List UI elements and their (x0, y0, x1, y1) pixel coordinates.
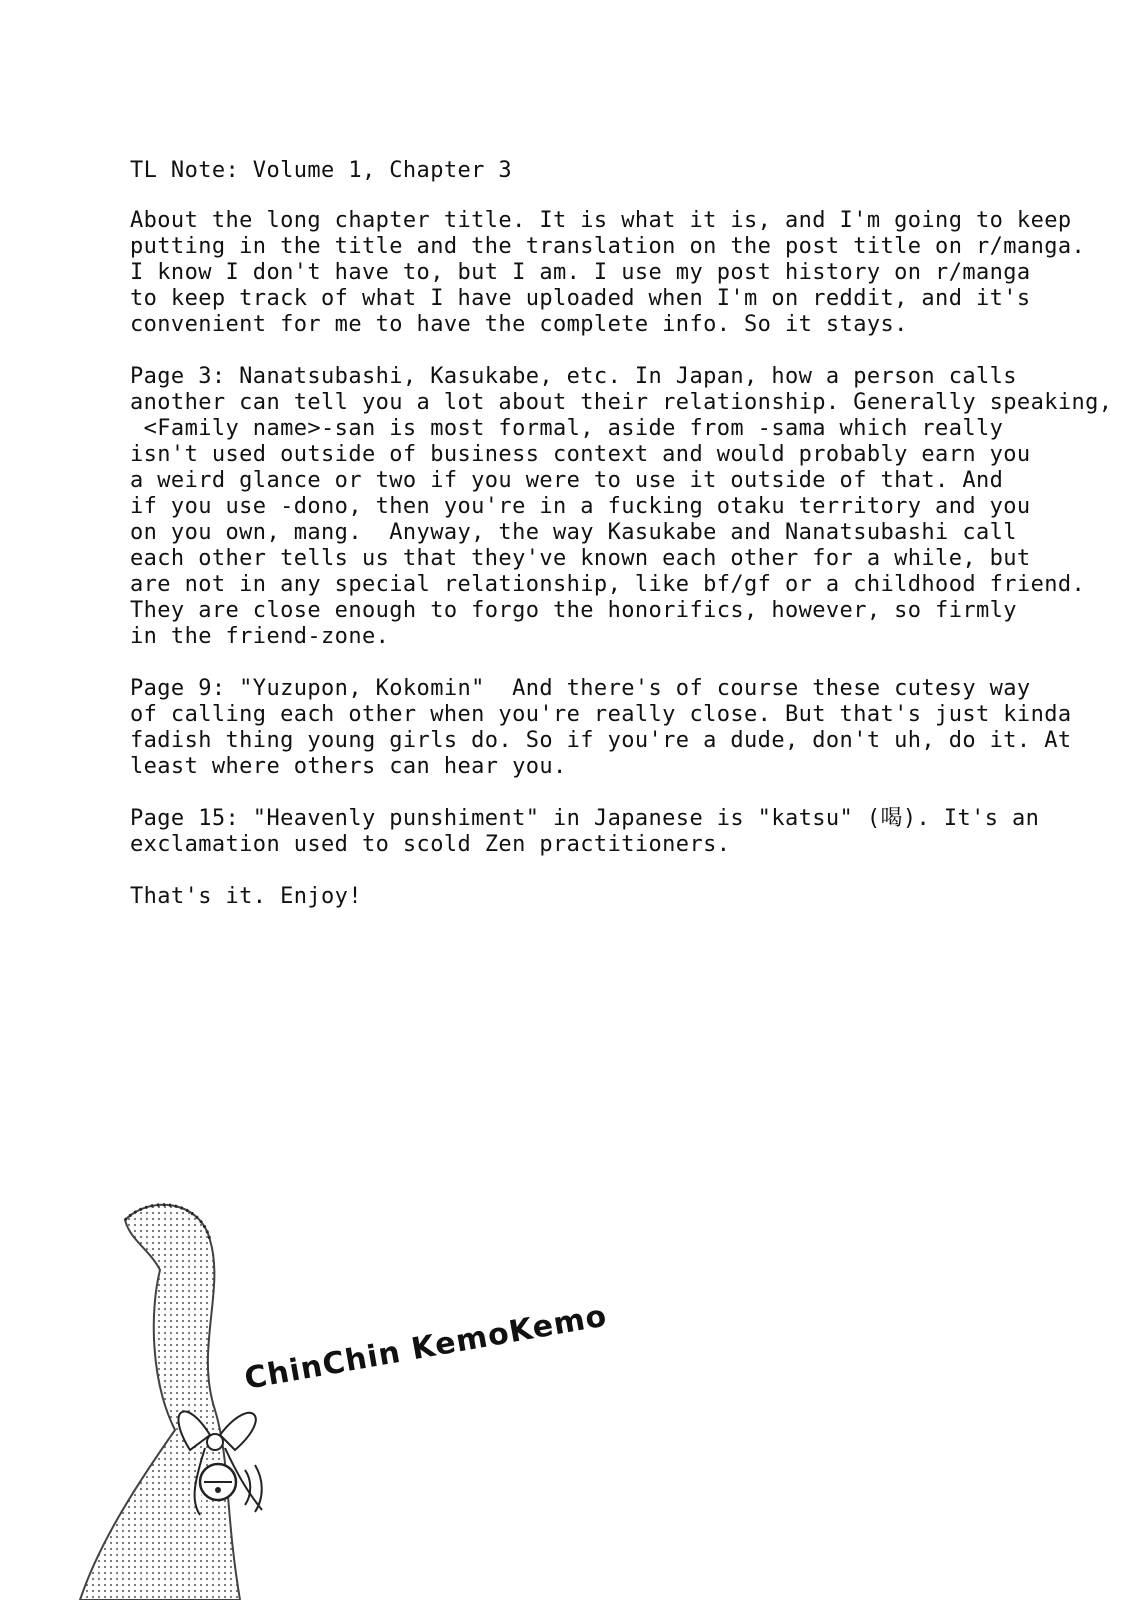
note-line: That's it. Enjoy! (130, 884, 362, 909)
note-line: in the friend-zone. (130, 624, 390, 649)
note-line: a weird glance or two if you were to use it outside of that. And (130, 468, 1004, 493)
note-line: to keep track of what I have uploaded when I'm on reddit, and it's (130, 286, 1031, 311)
note-paragraph (130, 364, 1113, 650)
note-line: of calling each other when you're really close. But that's just kinda (130, 702, 1072, 727)
note-line: I know I don't have to, but I am. I use my post history on r/manga (130, 260, 1031, 285)
note-line: least where others can hear you. (130, 754, 567, 779)
note-line: on you own, mang. Anyway, the way Kasukabe and Nanatsubashi call (130, 520, 1017, 545)
note-line: <Family name>-san is most formal, aside from -sama which really (130, 416, 1004, 441)
cat-tail-illustration (0, 1180, 700, 1600)
note-line: are not in any special relationship, like bf/gf or a childhood friend. (130, 572, 1086, 597)
note-paragraph (130, 884, 1010, 910)
note-line: Page 15: "Heavenly punshiment" in Japanese is "katsu" (喝). It's an (130, 806, 1040, 831)
note-line: fadish thing young girls do. So if you're a dude, don't uh, do it. At (130, 728, 1072, 753)
note-line: Page 9: "Yuzupon, Kokomin" And there's of course these cutesy way (130, 676, 1031, 701)
note-line: another can tell you a lot about their relationship. Generally speaking, (130, 390, 1113, 415)
note-paragraph (130, 806, 1040, 858)
note-line: They are close enough to forgo the honorifics, however, so firmly (130, 598, 1017, 623)
translation-notes (130, 158, 1113, 936)
notes-title: TL Note: Volume 1, Chapter 3 (130, 158, 513, 183)
note-line: isn't used outside of business context and would probably earn you (130, 442, 1031, 467)
note-line: putting in the title and the translation on the post title on r/manga. (130, 234, 1086, 259)
note-paragraph (130, 208, 1086, 338)
note-line: each other tells us that they've known each other for a while, but (130, 546, 1031, 571)
note-line: About the long chapter title. It is what it is, and I'm going to keep (130, 208, 1072, 233)
note-paragraph (130, 676, 1072, 780)
tail-shape (80, 1205, 240, 1600)
note-line: exclamation used to scold Zen practitioners. (130, 832, 731, 857)
series-logo: ChinChin KemoKemo (241, 1298, 610, 1397)
note-line: convenient for me to have the complete info. So it stays. (130, 312, 908, 337)
note-line: if you use -dono, then you're in a fucking otaku territory and you (130, 494, 1031, 519)
note-line: Page 3: Nanatsubashi, Kasukabe, etc. In Japan, how a person calls (130, 364, 1017, 389)
notes-body (130, 208, 1113, 910)
